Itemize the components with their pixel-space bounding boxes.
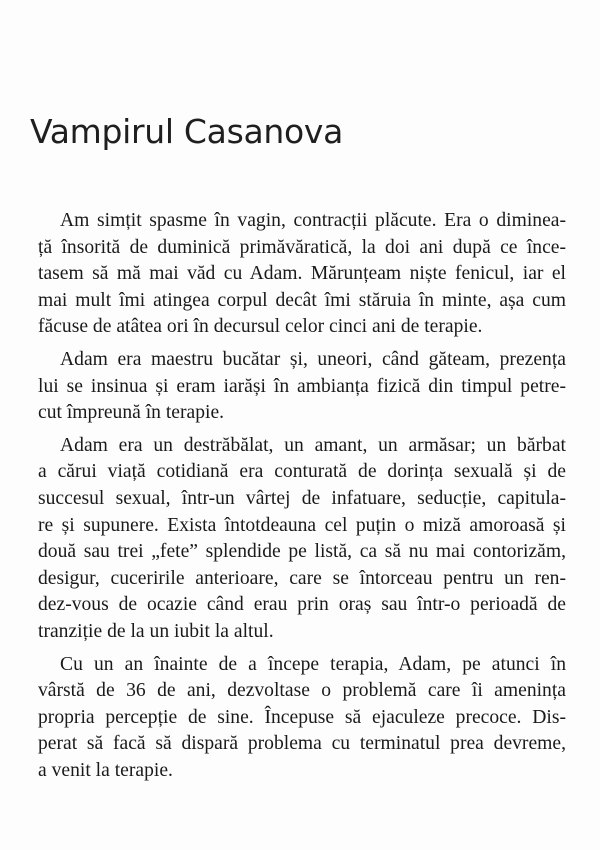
paragraph-4 xyxy=(38,652,566,785)
text-line: vârstă de 36 de ani, dezvoltase o problemă care îi amenința xyxy=(38,680,566,702)
text-line: tranziție de la un iubit la altul. xyxy=(38,620,274,642)
paragraph-1 xyxy=(38,208,566,341)
text-line: dez-vous de ocazie când erau prin oraș sau într-o perioadă de xyxy=(38,594,566,616)
text-line: a venit la terapie. xyxy=(38,759,173,781)
text-line: două sau trei „fete” splendide pe listă, ca să nu mai contorizăm, xyxy=(38,541,566,563)
text-line: cut împreună în terapie. xyxy=(38,402,225,424)
text-line: desigur, cuceririle anterioare, care se întorceau pentru un ren- xyxy=(38,567,566,589)
text-line: tasem să mă mai văd cu Adam. Mărunțeam niște fenicul, iar el xyxy=(38,263,566,285)
chapter-title: Vampirul Casanova xyxy=(30,112,344,151)
paragraph-2 xyxy=(38,347,566,427)
text-line: Am simțit spasme în vagin, contracții plăcute. Era o diminea- xyxy=(60,210,566,231)
text-line: ță însorită de duminică primăvăratică, la doi ani după ce înce- xyxy=(38,236,566,258)
text-line: Adam era maestru bucătar și, uneori, când găteam, prezența xyxy=(60,348,566,370)
body-text xyxy=(38,208,566,790)
text-line: propria percepție de sine. Începuse să ejaculeze precoce. Dis- xyxy=(38,706,566,728)
text-line: a cărui viață cotidiană era conturată de dorința sexuală și de xyxy=(38,461,566,483)
text-line: mai mult îmi atingea corpul decât îmi stăruia în minte, așa cum xyxy=(38,289,566,311)
text-line: lui se insinua și eram iarăși în ambianța fizică din timpul petre- xyxy=(38,375,566,397)
text-line: făcuse de atâtea ori în decursul celor cinci ani de terapie. xyxy=(38,316,483,338)
text-line: Adam era un destrăbălat, un amant, un armăsar; un bărbat xyxy=(60,434,566,456)
text-line: succesul sexual, într-un vârtej de infatuare, seducție, capitula- xyxy=(38,487,566,509)
text-line: re și supunere. Exista întotdeauna cel puțin o miză amoroasă și xyxy=(38,514,566,536)
text-line: Cu un an înainte de a începe terapia, Adam, pe atunci în xyxy=(60,653,566,675)
text-line: perat să facă să dispară problema cu terminatul prea devreme, xyxy=(38,733,566,755)
paragraph-3 xyxy=(38,433,566,646)
